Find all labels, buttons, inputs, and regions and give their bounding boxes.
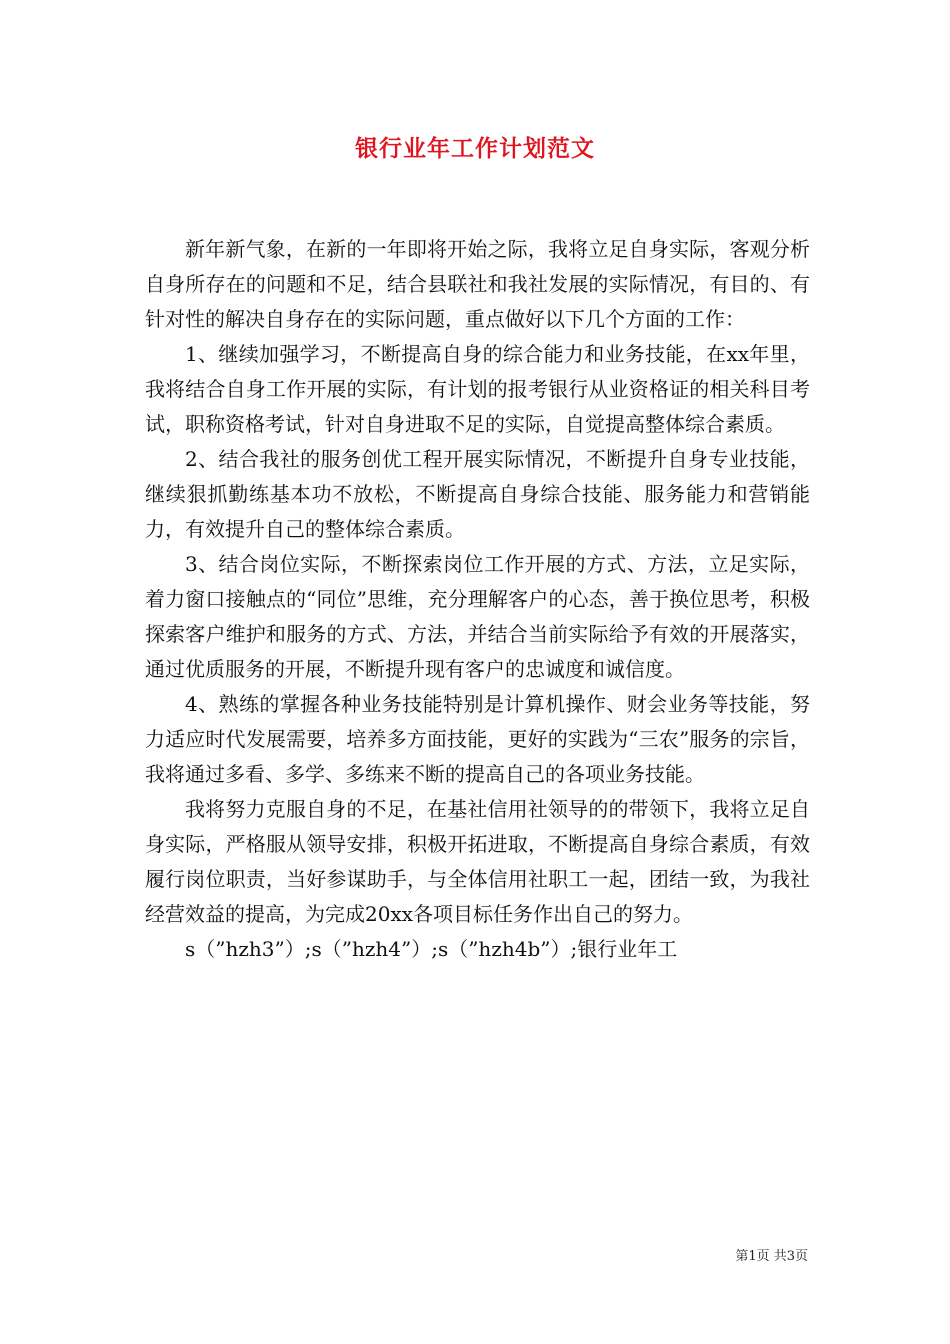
paragraph-item-2: 2、结合我社的服务创优工程开展实际情况，不断提升自身专业技能，继续狠抓勤练基本功不放松，不断提高自身综合技能、服务能力和营销能力，有效提升自己的整体综合素质。: [145, 447, 810, 541]
paragraph-item-1: 1、继续加强学习，不断提高自身的综合能力和业务技能，在xx年里，我将结合自身工作开展的实际，有计划的报考银行从业资格证的相关科目考试，职称资格考试，针对自身进取不足的实际，自觉提高整体综合素质。: [145, 342, 810, 436]
paragraph-conclusion: 我将努力克服自身的不足，在基社信用社领导的的带领下，我将立足自身实际，严格服从领导安排，积极开拓进取，不断提高自身综合素质，有效履行岗位职责，当好参谋助手，与全体信用社职工一起，团结一致，为我社经营效益的提高，为完成20xx各项目标任务作出自己的努力。: [145, 797, 810, 926]
paragraph-item-4: 4、熟练的掌握各种业务技能特别是计算机操作、财会业务等技能，努力适应时代发展需要，培养多方面技能，更好的实践为“三农”服务的宗旨，我将通过多看、多学、多练来不断的提高自己的各项业务技能。: [145, 692, 810, 786]
page-number: 第1页 共3页: [735, 1249, 808, 1264]
document-body: [145, 232, 810, 967]
document-title: 银行业年工作计划范文: [355, 135, 595, 162]
paragraph-trailing: s（”hzh3”）;s（”hzh4”）;s（”hzh4b”）;银行业年工: [185, 937, 678, 961]
paragraph-item-3: 3、结合岗位实际，不断探索岗位工作开展的方式、方法，立足实际，着力窗口接触点的“同位”思维，充分理解客户的心态，善于换位思考，积极探索客户维护和服务的方式、方法，并结合当前实际给予有效的开展落实，通过优质服务的开展，不断提升现有客户的忠诚度和诚信度。: [145, 552, 810, 681]
paragraph-intro: 新年新气象，在新的一年即将开始之际，我将立足自身实际，客观分析自身所存在的问题和不足，结合县联社和我社发展的实际情况，有目的、有针对性的解决自身存在的实际问题，重点做好以下几个方面的工作：: [145, 237, 810, 331]
